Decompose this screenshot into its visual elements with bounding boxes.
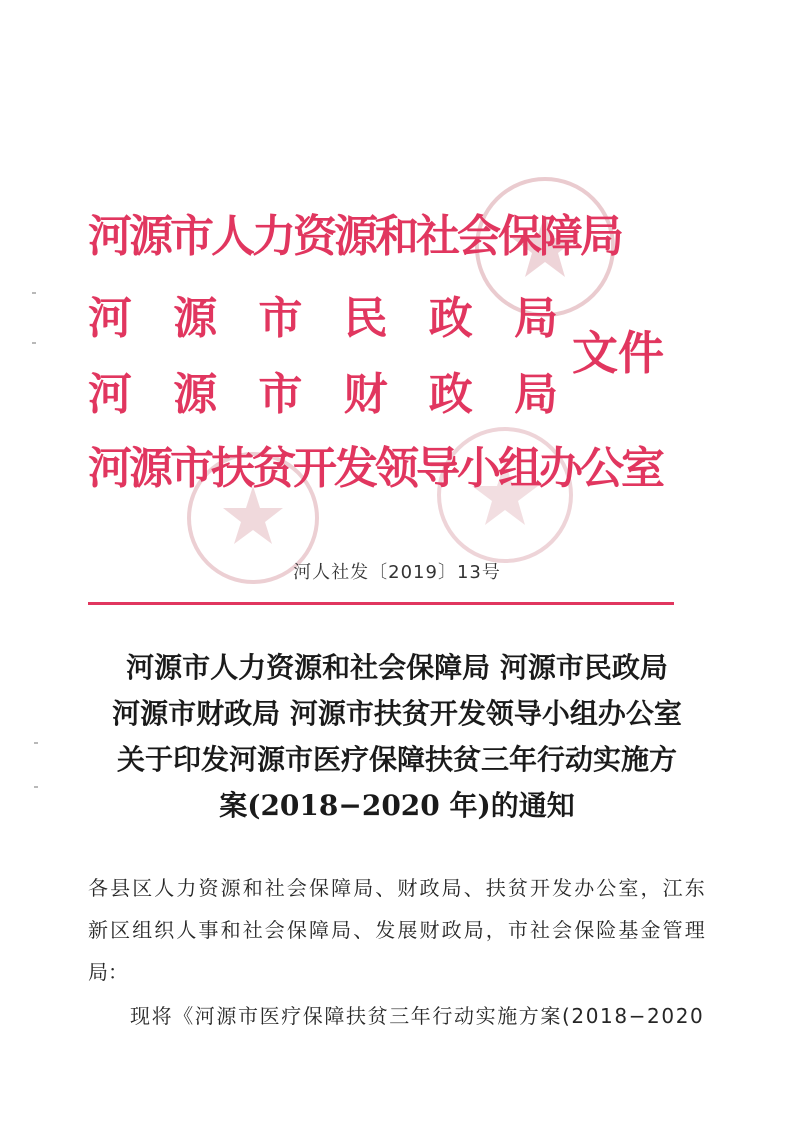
- document-type-label: 文件: [572, 326, 664, 380]
- addressee-line: 各县区人力资源和社会保障局、财政局、扶贫开发办公室，江东: [88, 876, 707, 900]
- agency-name-civil-affairs: [88, 287, 558, 351]
- agency-char: 源: [173, 293, 218, 344]
- agency-char: 局: [513, 293, 558, 344]
- agency-name-finance: [88, 363, 558, 427]
- agency-char: 河: [88, 293, 132, 344]
- document-title-line: 关于印发河源市医疗保障扶贫三年行动实施方: [116, 743, 677, 776]
- scan-mark: [32, 292, 36, 294]
- scan-mark: [32, 342, 36, 344]
- agency-name-poverty-alleviation: 河源市扶贫开发领导小组办公室: [88, 443, 662, 494]
- issuing-agencies-header: [88, 205, 688, 494]
- agency-name-hr-social-security: 河源市人力资源和社会保障局: [88, 211, 621, 262]
- agency-char: 财: [343, 369, 388, 420]
- agency-char: 政: [428, 369, 473, 420]
- agency-char: 局: [513, 369, 558, 420]
- body-paragraph: 现将《河源市医疗保障扶贫三年行动实施方案(2018−2020: [130, 1004, 705, 1028]
- agency-char: 民: [343, 293, 388, 344]
- addressee-line: 局：: [88, 960, 128, 984]
- scan-mark: [34, 786, 38, 788]
- scan-mark: [34, 742, 38, 744]
- red-divider-line: [88, 602, 674, 605]
- agency-char: 源: [173, 369, 218, 420]
- addressee-line: 新区组织人事和社会保障局、发展财政局，市社会保险基金管理: [88, 918, 707, 942]
- agency-char: 河: [88, 369, 132, 420]
- agency-char: 市: [258, 369, 303, 420]
- agency-char: 政: [428, 293, 473, 344]
- document-title-line: 案(2018−2020 年)的通知: [219, 789, 575, 822]
- document-title-line: 河源市人力资源和社会保障局 河源市民政局: [126, 651, 668, 684]
- document-number: 河人社发〔2019〕13号: [293, 562, 501, 583]
- document-title-line: 河源市财政局 河源市扶贫开发领导小组办公室: [112, 697, 682, 730]
- agency-char: 市: [258, 293, 303, 344]
